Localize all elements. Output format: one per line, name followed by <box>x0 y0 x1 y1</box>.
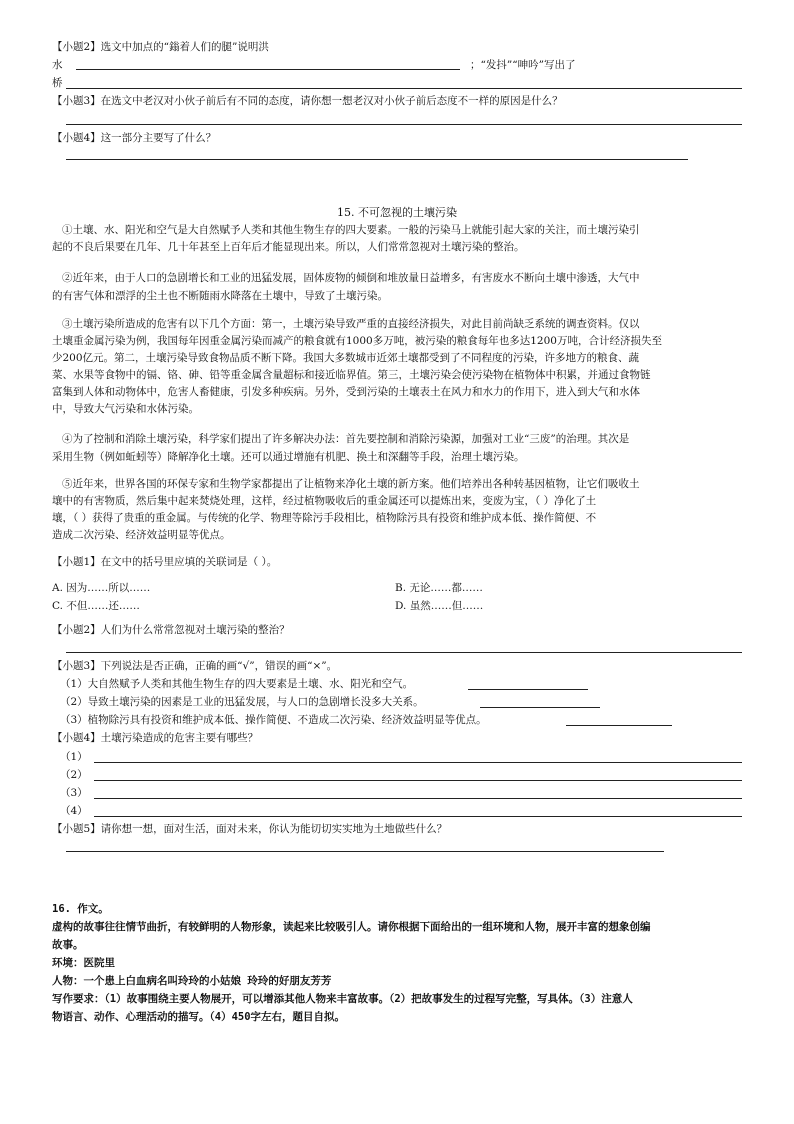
q15-sub3-item-3: （3）植物除污具有投资和维护成本低、操作简便、不造成二次污染、经济效益明显等优点。 <box>60 714 487 726</box>
q15-p3-l5: 富集到人体和动物体中，危害人畜健康，引发多种疾病。另外，受到污染的土壤表土在风力和水力的作用下，进入到大气和水体 <box>52 386 640 398</box>
q16-line-2: 故事。 <box>52 939 84 951</box>
q14-sub2-answer-line-1[interactable] <box>76 69 460 70</box>
q15-p2-l2: 的有害气体和漂浮的尘土也不断随雨水降落在土壤中，导致了土壤污染。 <box>52 290 388 302</box>
q15-sub5: 【小题5】请你想一想，面对生活，面对未来，你认为能切切实实地为土地做些什么？ <box>52 823 448 835</box>
q14-sub2-text-a: 【小题2】选文中加点的“鎓着人们的腿”说明洪 <box>52 41 269 53</box>
q15-title: 15. 不可忽视的土壤污染 <box>337 206 457 219</box>
q15-sub3: 【小题3】下列说法是否正确，正确的画“√”，错误的画“×”。 <box>52 660 338 672</box>
q14-sub4-answer-line[interactable] <box>66 159 688 160</box>
q14-sub2-answer-line-2[interactable] <box>66 88 742 89</box>
q15-sub4-label-2: （2） <box>60 769 88 781</box>
q16-title: 16. 作文。 <box>52 903 109 915</box>
q15-p5-l3: 壤，（ ）获得了贵重的重金属。与传统的化学、物理等除污手段相比，植物除污具有投资和维护成本低、操作简便、不 <box>52 512 597 524</box>
q15-sub3-answer-2[interactable] <box>480 707 600 708</box>
q15-sub4-answer-1[interactable] <box>94 762 742 763</box>
q15-sub2-answer-line[interactable] <box>66 652 742 653</box>
q15-option-c[interactable]: C. 不但……还…… <box>52 600 140 612</box>
q15-p2-l1: ②近年来，由于人口的急剧增长和工业的迅猛发展，固体废物的倾倒和堆放量日益增多，有害废水不断向土壤中渗透，大气中 <box>62 272 640 284</box>
q15-p3-l6: 中，导致大气污染和水体污染。 <box>52 403 199 415</box>
q15-sub3-item-2: （2）导致土壤污染的因素是工业的迅猛发展，与人口的急剧增长没多大关系。 <box>60 696 424 708</box>
q14-sub4: 【小题4】这一部分主要写了什么？ <box>52 132 217 144</box>
q15-sub4-label-4: （4） <box>60 805 88 817</box>
q14-sub2-text-c: ；“发抖”“呻吟”写出了 <box>470 59 576 71</box>
q15-sub3-answer-3[interactable] <box>566 725 672 726</box>
q14-sub2-text-d: 桥 <box>52 77 63 89</box>
q15-p5-l1: ⑤近年来，世界各国的环保专家和生物学家都提出了让植物来净化土壤的新方案。他们培养出各种转基因植物，让它们吸收土 <box>62 478 640 490</box>
q15-p4-l1: ④为了控制和消除土壤污染，科学家们提出了许多解决办法：首先要控制和消除污染源，加强对工业“三废”的治理。其次是 <box>62 433 630 445</box>
q15-p3-l1: ③土壤污染所造成的危害有以下几个方面：第一，土壤污染导致严重的直接经济损失，对此目前尚缺乏系统的调查资料。仅以 <box>62 318 640 330</box>
q15-p3-l2: 土壤重金属污染为例，我国每年因重金属污染而减产的粮食就有1000多万吨，被污染的粮食每年也多达1200万吨，合计经济损失至 <box>52 335 662 347</box>
q15-sub4-answer-3[interactable] <box>94 798 742 799</box>
q15-sub4-label-1: （1） <box>60 751 88 763</box>
q14-sub3-answer-line[interactable] <box>66 124 742 125</box>
q14-sub2-text-b: 水 <box>52 59 63 71</box>
q15-p1-l1: ①土壤、水、阳光和空气是大自然赋予人类和其他生物生存的四大要素。一般的污染马上就能引起大家的关注，而土壤污染引 <box>62 224 640 236</box>
q15-p5-l2: 壤中的有害物质，然后集中起来焚烧处理，这样，经过植物吸收后的重金属还可以提炼出来，变废为宝，（ ）净化了土 <box>52 495 597 507</box>
q15-sub5-answer-line[interactable] <box>66 851 664 852</box>
q15-p1-l2: 起的不良后果要在几年、几十年甚至上百年后才能显现出来。所以，人们常常忽视对土壤污染的整治。 <box>52 241 525 253</box>
q15-sub4: 【小题4】土壤污染造成的危害主要有哪些？ <box>52 732 259 744</box>
q15-p5-l4: 造成二次污染、经济效益明显等优点。 <box>52 529 231 541</box>
q15-sub3-answer-1[interactable] <box>468 689 588 690</box>
q16-requirements-1: 写作要求：（1）故事围绕主要人物展开，可以增添其他人物来丰富故事。（2）把故事发生的过程写完整，写具体。（3）注意人 <box>52 993 633 1005</box>
q15-option-d[interactable]: D. 虽然……但…… <box>395 600 484 612</box>
q15-sub1: 【小题1】在文中的括号里应填的关联词是（ ）。 <box>52 556 278 568</box>
q15-sub2: 【小题2】人们为什么常常忽视对土壤污染的整治？ <box>52 624 290 636</box>
q15-sub4-answer-4[interactable] <box>94 816 742 817</box>
q15-option-a[interactable]: A. 因为……所以…… <box>52 582 151 594</box>
q16-requirements-2: 物语言、动作、心理活动的描写。（4）450字左右，题目自拟。 <box>52 1011 346 1023</box>
q16-line-1: 虚构的故事往往情节曲折，有较鲜明的人物形象，读起来比较吸引人。请你根据下面给出的一组环境和人物，展开丰富的想象创编 <box>52 921 651 933</box>
q15-sub4-answer-2[interactable] <box>94 780 742 781</box>
q15-p3-l3: 少200亿元。第二，土壤污染导致食物品质不断下降。我国大多数城市近郊土壤都受到了不同程度的污染，许多地方的粮食、蔬 <box>52 352 640 364</box>
q16-characters: 人物：一个患上白血病名叫玲玲的小姑娘 玲玲的好朋友芳芳 <box>52 975 332 987</box>
q15-p3-l4: 菜、水果等食物中的镉、铬、砷、铅等重金属含量超标和接近临界值。第三，土壤污染会使污染物在植物体中积累，并通过食物链 <box>52 369 651 381</box>
q15-sub3-item-1: （1）大自然赋予人类和其他生物生存的四大要素是土壤、水、阳光和空气。 <box>60 678 414 690</box>
q15-option-b[interactable]: B. 无论……都…… <box>395 582 483 594</box>
q15-p4-l2: 采用生物（例如蚯蚓等）降解净化土壤。还可以通过增施有机肥、换土和深翻等手段，治理土壤污染。 <box>52 451 525 463</box>
q15-sub4-label-3: （3） <box>60 787 88 799</box>
q14-sub3: 【小题3】在选文中老汉对小伙子前后有不同的态度，请你想一想老汉对小伙子前后态度不一样的原因是什么？ <box>52 95 563 107</box>
q16-environment: 环境：医院里 <box>52 957 115 969</box>
